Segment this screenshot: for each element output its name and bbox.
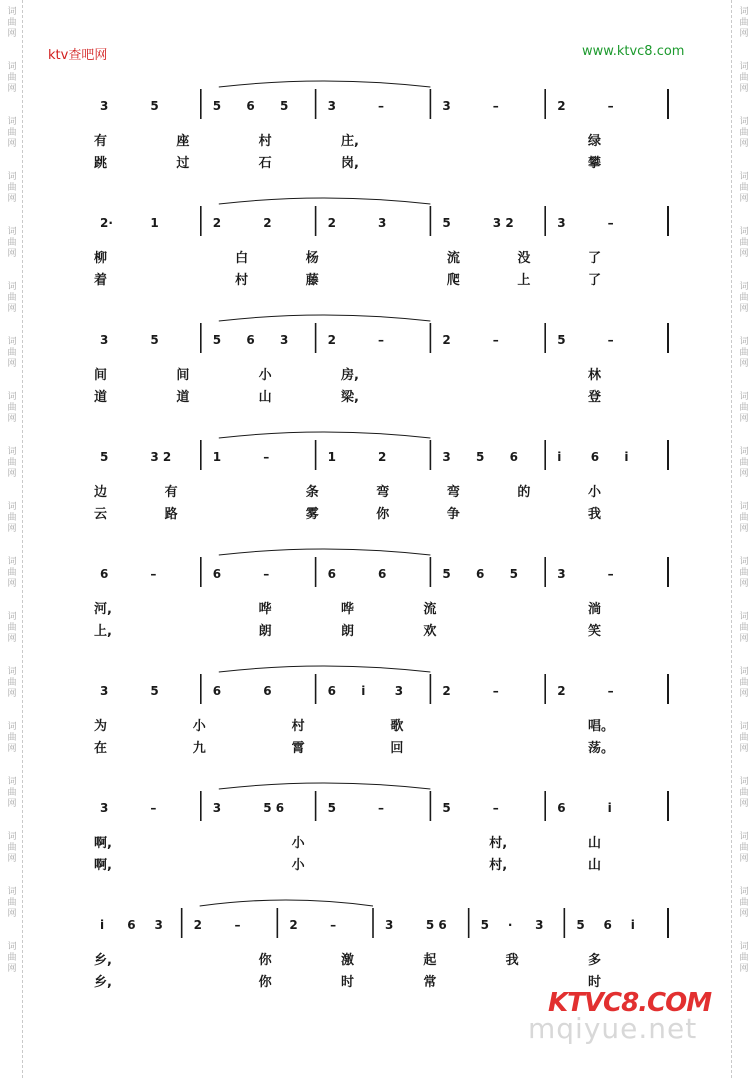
score-note: 5: [442, 216, 451, 230]
score-note: 3: [100, 684, 109, 698]
lyric-syllable: 你: [258, 975, 272, 990]
margin-watermark-text: 词曲网: [5, 226, 16, 259]
margin-watermark-text: 词曲网: [737, 446, 748, 479]
score-note: 2: [193, 918, 203, 932]
score-note: i: [630, 918, 635, 932]
lyric-syllable: 你: [376, 507, 390, 522]
score-note: –: [234, 918, 241, 932]
score-note: 1: [327, 450, 336, 464]
score-note: i: [557, 450, 562, 464]
score-note: –: [150, 801, 157, 815]
margin-watermark-text: 词曲网: [737, 6, 748, 39]
score-note: 5: [212, 333, 222, 347]
lyric-syllable: 村: [291, 719, 305, 734]
score-note: 2·: [100, 216, 113, 230]
margin-watermark-text: 词曲网: [5, 666, 16, 699]
score-note: –: [492, 333, 499, 347]
lyric-syllable: 流: [446, 251, 460, 266]
slur-arc: [219, 666, 431, 672]
lyric-syllable: 小: [192, 719, 206, 734]
score-note: –: [492, 801, 499, 815]
lyric-syllable: 欢: [423, 624, 437, 639]
lyric-syllable: 间: [176, 368, 190, 383]
margin-watermark-text: 词曲网: [737, 611, 748, 644]
score-note: 5: [480, 918, 490, 932]
lyric-syllable: 霄: [291, 741, 305, 756]
score-note: 5: [150, 684, 159, 698]
lyric-syllable: 攀: [588, 156, 602, 171]
lyric-syllable: 路: [164, 507, 178, 522]
lyric-syllable: 云: [94, 507, 108, 522]
lyric-syllable: 你: [258, 953, 272, 968]
score-note: ·: [507, 918, 513, 932]
score-note: 3: [557, 567, 566, 581]
lyric-syllable: 梁,: [341, 390, 359, 405]
margin-watermark-text: 词曲网: [5, 116, 16, 149]
score-note: –: [378, 801, 384, 815]
lyric-syllable: 多: [588, 953, 602, 968]
score-note: 6: [212, 567, 222, 581]
lyric-syllable: 起: [423, 953, 437, 968]
slur-arc: [219, 783, 431, 789]
lyric-syllable: 藤: [305, 273, 319, 288]
score-note: –: [607, 216, 614, 230]
margin-watermark-text: 词曲网: [737, 226, 748, 259]
margin-watermark-text: 词曲网: [737, 61, 748, 94]
score-note: 5: [476, 450, 485, 464]
score-note: 3: [100, 99, 109, 113]
slur-arc: [219, 315, 431, 321]
score-note: 6: [127, 918, 136, 932]
score-note: –: [607, 684, 614, 698]
lyric-syllable: 绿: [588, 134, 602, 149]
score-note: 6: [557, 801, 566, 815]
lyric-syllable: 流: [423, 602, 437, 617]
margin-watermark-text: 词曲网: [737, 776, 748, 809]
lyric-syllable: 哗: [258, 602, 272, 617]
lyric-syllable: 朗: [341, 624, 355, 639]
margin-watermark-text: 词曲网: [5, 336, 16, 369]
lyric-syllable: 村: [258, 134, 272, 149]
lyric-syllable: 时: [588, 975, 602, 990]
lyric-syllable: 山: [258, 390, 272, 405]
score-note: 6: [212, 684, 222, 698]
lyric-syllable: 白: [235, 251, 249, 266]
score-note: 3: [394, 684, 404, 698]
score-note: 3: [212, 801, 222, 815]
score-note: 6: [263, 684, 272, 698]
score-note: 6: [327, 567, 336, 581]
lyric-syllable: 林: [588, 368, 602, 383]
margin-watermark-text: 词曲网: [5, 556, 16, 589]
score-note: 5: [327, 801, 336, 815]
margin-watermark-text: 词曲网: [5, 611, 16, 644]
site-name-header: ktv查吧网: [48, 48, 108, 63]
slur-arc: [219, 81, 431, 87]
lyric-syllable: 荡。: [588, 741, 615, 756]
lyric-syllable: 柳: [94, 251, 108, 266]
score-note: 6: [509, 450, 518, 464]
margin-watermark-text: 词曲网: [737, 666, 748, 699]
score-note: i: [624, 450, 629, 464]
lyric-syllable: 啊,: [94, 858, 112, 873]
score-note: 2: [557, 99, 566, 113]
lyric-syllable: 乡,: [94, 975, 112, 990]
lyric-syllable: 有: [164, 485, 178, 500]
score-note: –: [492, 684, 499, 698]
lyric-syllable: 上: [517, 273, 531, 288]
lyric-syllable: 跳: [94, 156, 108, 171]
margin-watermark-text: 词曲网: [5, 391, 16, 424]
score-note: 5 6: [425, 918, 447, 932]
lyric-syllable: 间: [94, 368, 108, 383]
lyric-syllable: 边: [94, 485, 108, 500]
score-note: –: [378, 99, 384, 113]
score-note: 3: [100, 801, 109, 815]
score-note: –: [607, 567, 614, 581]
lyric-syllable: 杨: [305, 251, 319, 266]
lyric-syllable: 常: [423, 975, 437, 990]
score-note: 5: [150, 333, 159, 347]
margin-watermark-text: 词曲网: [5, 171, 16, 204]
lyric-syllable: 石: [258, 156, 272, 171]
lyric-syllable: 岗,: [341, 156, 359, 171]
lyric-syllable: 条: [305, 485, 319, 500]
lyric-syllable: 河,: [94, 602, 112, 617]
score-note: 2: [212, 216, 222, 230]
score-note: 2: [263, 216, 272, 230]
lyric-syllable: 时: [341, 975, 355, 990]
score-note: 6: [476, 567, 485, 581]
score-note: 2: [442, 333, 451, 347]
lyric-syllable: 在: [94, 741, 108, 756]
lyric-syllable: 村: [235, 273, 249, 288]
margin-watermark-text: 词曲网: [737, 941, 748, 974]
score-note: 2: [327, 333, 336, 347]
lyric-syllable: 有: [94, 134, 108, 149]
score-note: 5: [442, 801, 451, 815]
score-note: 2: [289, 918, 298, 932]
score-note: 3: [557, 216, 566, 230]
lyric-syllable: 座: [176, 134, 190, 149]
lyric-syllable: 着: [94, 273, 108, 288]
margin-watermark-text: 词曲网: [5, 721, 16, 754]
margin-watermark-text: 词曲网: [5, 501, 16, 534]
slur-arc: [219, 549, 431, 555]
margin-watermark-text: 词曲网: [5, 446, 16, 479]
score-note: 5: [442, 567, 451, 581]
score-note: –: [492, 99, 499, 113]
lyric-syllable: 弯: [376, 485, 390, 500]
lyric-syllable: 小: [291, 836, 305, 851]
score-note: –: [378, 333, 384, 347]
score-note: 1: [150, 216, 159, 230]
lyric-syllable: 哗: [341, 602, 355, 617]
lyric-syllable: 笑: [588, 624, 602, 639]
margin-watermark-text: 词曲网: [737, 886, 748, 919]
score-note: 5: [100, 450, 109, 464]
score-note: 6: [246, 99, 255, 113]
score-note: 6: [327, 684, 336, 698]
lyric-syllable: 道: [176, 390, 190, 405]
lyric-syllable: 争: [446, 507, 460, 522]
score-note: 1: [212, 450, 222, 464]
lyric-syllable: 淌: [588, 602, 602, 617]
score-note: i: [361, 684, 366, 698]
lyric-syllable: 朗: [258, 624, 272, 639]
slur-arc: [200, 900, 373, 906]
score-note: 6: [378, 567, 387, 581]
score-note: 6: [603, 918, 612, 932]
margin-watermark-text: 词曲网: [737, 501, 748, 534]
lyric-syllable: 小: [291, 858, 305, 873]
margin-watermark-text: 词曲网: [737, 171, 748, 204]
score-note: –: [150, 567, 157, 581]
lyric-syllable: 九: [192, 741, 206, 756]
margin-watermark-text: 词曲网: [737, 391, 748, 424]
score-note: 3: [280, 333, 289, 347]
lyric-syllable: 了: [588, 251, 602, 266]
score-note: 3: [442, 99, 451, 113]
score-note: 5: [509, 567, 518, 581]
lyric-syllable: 啊,: [94, 836, 112, 851]
score-note: 5 6: [263, 801, 285, 815]
score-note: –: [263, 567, 270, 581]
score-note: 6: [246, 333, 255, 347]
score-note: 5: [150, 99, 159, 113]
margin-watermark-text: 词曲网: [737, 281, 748, 314]
slur-arc: [219, 432, 431, 438]
lyric-syllable: 庄,: [341, 134, 359, 149]
lyric-syllable: 的: [517, 485, 531, 500]
lyric-syllable: 道: [94, 390, 108, 405]
lyric-syllable: 雾: [305, 507, 319, 522]
lyric-syllable: 唱。: [588, 719, 615, 734]
score-note: 3 2: [492, 216, 514, 230]
lyric-syllable: 村,: [489, 858, 508, 873]
lyric-syllable: 我: [588, 507, 602, 522]
score-note: 5: [557, 333, 566, 347]
lyric-syllable: 上,: [94, 624, 112, 639]
score-note: 3 2: [150, 450, 172, 464]
margin-watermark-text: 词曲网: [5, 941, 16, 974]
watermark-text: mqiyue.net: [528, 1012, 698, 1045]
lyric-syllable: 弯: [446, 485, 460, 500]
score-note: –: [263, 450, 270, 464]
score-note: 2: [557, 684, 566, 698]
score-note: 6: [100, 567, 109, 581]
margin-watermark-text: 词曲网: [737, 336, 748, 369]
lyric-syllable: 山: [588, 836, 602, 851]
lyric-syllable: 村,: [489, 836, 508, 851]
score-note: 3: [378, 216, 387, 230]
lyric-syllable: 歌: [390, 719, 404, 734]
lyric-syllable: 爬: [446, 273, 460, 288]
score-note: –: [607, 333, 614, 347]
margin-watermark-text: 词曲网: [5, 776, 16, 809]
score-note: 3: [385, 918, 394, 932]
site-url-header[interactable]: www.ktvc8.com: [582, 44, 685, 59]
score-note: 5: [212, 99, 222, 113]
margin-watermark-text: 词曲网: [737, 831, 748, 864]
score-note: 5: [576, 918, 585, 932]
score-note: 5: [280, 99, 289, 113]
margin-watermark-text: 词曲网: [5, 831, 16, 864]
score-note: 3: [442, 450, 451, 464]
lyric-syllable: 为: [94, 719, 108, 734]
margin-watermark-text: 词曲网: [5, 6, 16, 39]
margin-watermark-text: 词曲网: [737, 556, 748, 589]
score-note: 3: [154, 918, 163, 932]
slur-arc: [219, 198, 431, 204]
margin-watermark-text: 词曲网: [5, 61, 16, 94]
lyric-syllable: 小: [588, 485, 602, 500]
lyric-syllable: 过: [176, 156, 190, 171]
lyric-syllable: 山: [588, 858, 602, 873]
lyric-syllable: 乡,: [94, 953, 112, 968]
score-note: 2: [378, 450, 387, 464]
lyric-syllable: 小: [258, 368, 272, 383]
lyric-syllable: 登: [588, 390, 602, 405]
score-note: i: [607, 801, 612, 815]
lyric-syllable: 激: [341, 953, 355, 968]
lyric-syllable: 没: [517, 251, 531, 266]
margin-watermark-text: 词曲网: [5, 281, 16, 314]
score-note: –: [607, 99, 614, 113]
score-note: 2: [442, 684, 451, 698]
score-note: 6: [590, 450, 600, 464]
ktv-logo-stamp: KTVC8.COM: [548, 988, 712, 1018]
score-note: 3: [327, 99, 336, 113]
margin-watermark-text: 词曲网: [737, 116, 748, 149]
score-note: 3: [535, 918, 544, 932]
margin-watermark-text: 词曲网: [5, 886, 16, 919]
lyric-syllable: 房,: [341, 368, 359, 383]
score-note: –: [330, 918, 337, 932]
score-note: 3: [100, 333, 109, 347]
lyric-syllable: 回: [390, 741, 404, 756]
score-note: 2: [327, 216, 336, 230]
lyric-syllable: 我: [505, 953, 519, 968]
lyric-syllable: 了: [588, 273, 602, 288]
score-note: i: [100, 918, 105, 932]
margin-watermark-text: 词曲网: [737, 721, 748, 754]
